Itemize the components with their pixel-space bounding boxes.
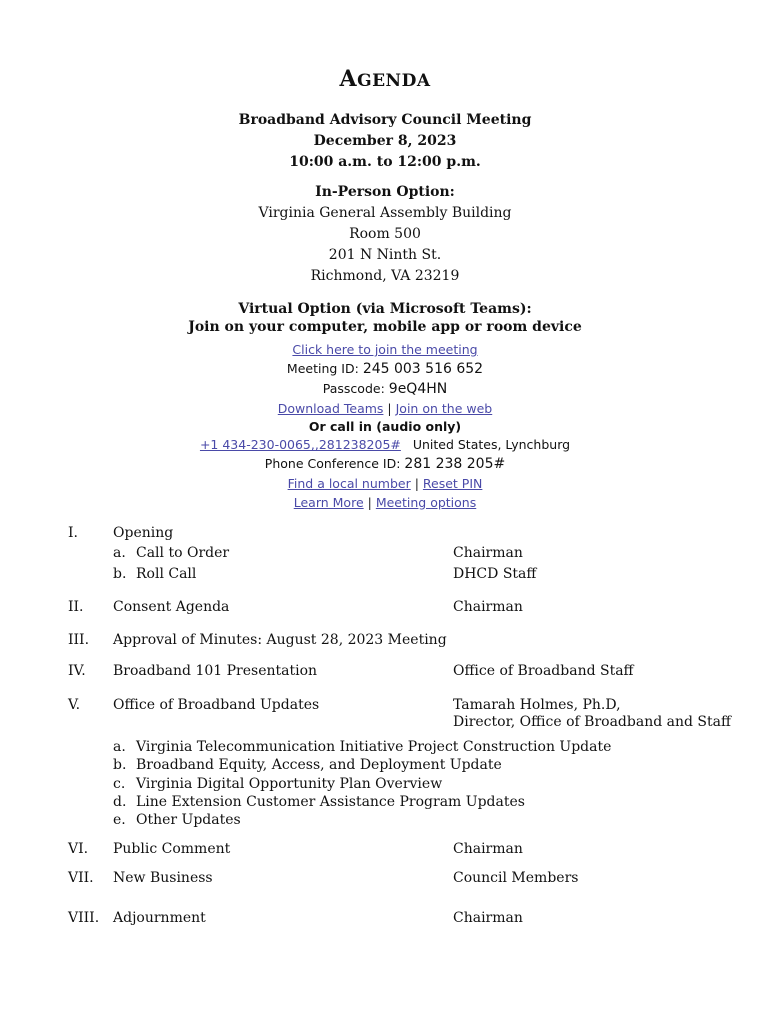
- meeting-id-line: [0, 361, 770, 377]
- phone-location: United States, Lynchburg: [412, 437, 571, 452]
- separator: |: [367, 495, 372, 510]
- virtual-subheading: Join on your computer, mobile app or room device: [188, 319, 582, 335]
- responsible-party: Chairman: [453, 910, 523, 926]
- learn-more-link[interactable]: Learn More: [293, 495, 364, 510]
- download-teams-link[interactable]: Download Teams: [277, 401, 384, 416]
- responsible-party: Tamarah Holmes, Ph.D,: [453, 697, 621, 713]
- item-number: IV.: [68, 663, 86, 679]
- separator: |: [387, 401, 392, 416]
- conference-id-line: [0, 456, 770, 472]
- meeting-id-label: Meeting ID:: [286, 361, 359, 376]
- sub-letter: c.: [113, 776, 126, 792]
- virtual-heading: Virtual Option (via Microsoft Teams):: [238, 301, 532, 317]
- reset-pin-link[interactable]: Reset PIN: [422, 476, 483, 491]
- passcode-label: Passcode:: [322, 381, 385, 396]
- item-number: V.: [68, 697, 81, 713]
- sub-letter: d.: [113, 794, 127, 810]
- sub-text: Virginia Telecommunication Initiative Project Construction Update: [136, 739, 612, 755]
- sub-letter: b.: [113, 757, 127, 773]
- conference-id-label: Phone Conference ID:: [264, 456, 401, 471]
- sub-text: Broadband Equity, Access, and Deployment Update: [136, 757, 502, 773]
- responsible-party: Chairman: [453, 841, 523, 857]
- phone-line: [0, 437, 770, 452]
- join-meeting-link[interactable]: Click here to join the meeting: [292, 342, 478, 357]
- item-title: Consent Agenda: [113, 599, 230, 615]
- responsible-party: Council Members: [453, 870, 579, 886]
- sub-text: Call to Order: [136, 545, 230, 561]
- sub-letter: a.: [113, 739, 126, 755]
- responsible-party: Chairman: [453, 599, 523, 615]
- item-title: Office of Broadband Updates: [113, 697, 320, 713]
- item-title: Opening: [113, 525, 174, 541]
- sub-text: Line Extension Customer Assistance Program Updates: [136, 794, 525, 810]
- responsible-party: Office of Broadband Staff: [453, 663, 634, 679]
- call-in-heading: Or call in (audio only): [308, 419, 462, 434]
- responsible-party: Chairman: [453, 545, 523, 561]
- item-number: III.: [68, 632, 90, 648]
- phone-number-link[interactable]: +1 434-230-0065,,281238205#: [199, 437, 401, 452]
- sub-letter: e.: [113, 812, 126, 828]
- sub-text: Other Updates: [136, 812, 241, 828]
- separator: |: [414, 476, 419, 491]
- item-title: Public Comment: [113, 841, 231, 857]
- title-initial: A: [339, 66, 358, 92]
- meeting-options-link[interactable]: Meeting options: [375, 495, 477, 510]
- local-number-line: [0, 476, 770, 491]
- meeting-time: 10:00 a.m. to 12:00 p.m.: [289, 154, 481, 170]
- meeting-date: December 8, 2023: [313, 133, 457, 149]
- item-title: New Business: [113, 870, 213, 886]
- item-title: Broadband 101 Presentation: [113, 663, 318, 679]
- building-name: Virginia General Assembly Building: [258, 205, 512, 221]
- sub-text: Roll Call: [136, 566, 197, 582]
- item-number: VIII.: [68, 910, 100, 926]
- sub-letter: a.: [113, 545, 126, 561]
- in-person-heading: In-Person Option:: [315, 184, 455, 200]
- room-number: Room 500: [349, 226, 421, 242]
- conference-id-value: 281 238 205#: [404, 456, 506, 472]
- responsible-party: DHCD Staff: [453, 566, 537, 582]
- learn-more-line: [0, 495, 770, 510]
- item-number: II.: [68, 599, 84, 615]
- sub-text: Virginia Digital Opportunity Plan Overview: [136, 776, 443, 792]
- find-local-number-link[interactable]: Find a local number: [287, 476, 411, 491]
- city-address: Richmond, VA 23219: [310, 268, 460, 284]
- sub-letter: b.: [113, 566, 127, 582]
- page-title: [0, 66, 770, 92]
- item-number: VII.: [68, 870, 94, 886]
- title-rest: GENDA: [357, 71, 431, 91]
- item-title: Approval of Minutes: August 28, 2023 Meeting: [113, 632, 447, 648]
- join-link-line: [0, 342, 770, 357]
- meeting-name: Broadband Advisory Council Meeting: [238, 112, 532, 128]
- download-line: [0, 401, 770, 416]
- passcode-value: 9eQ4HN: [388, 381, 448, 397]
- item-number: VI.: [68, 841, 89, 857]
- passcode-line: [0, 381, 770, 397]
- join-web-link[interactable]: Join on the web: [395, 401, 493, 416]
- item-title: Adjournment: [113, 910, 206, 926]
- street-address: 201 N Ninth St.: [328, 247, 442, 263]
- responsible-party-title: Director, Office of Broadband and Staff: [453, 714, 731, 730]
- meeting-id-value: 245 003 516 652: [362, 361, 484, 377]
- item-number: I.: [68, 525, 78, 541]
